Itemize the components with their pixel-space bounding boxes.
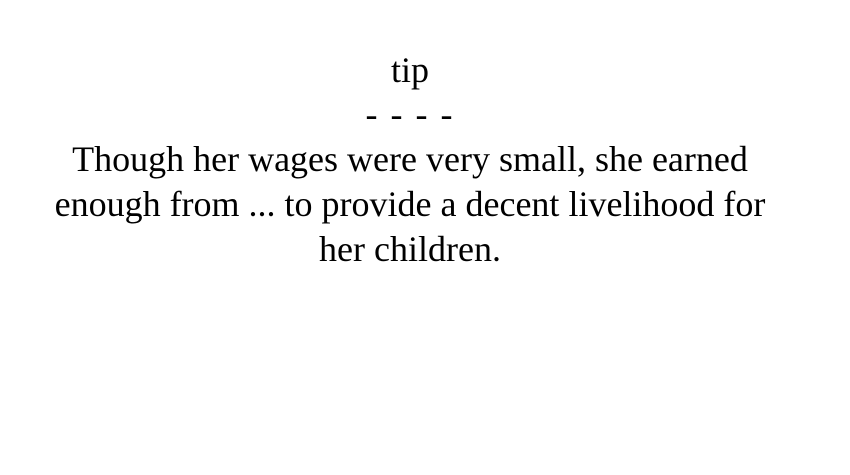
example-sentence: Though her wages were very small, she earned enough from ... to provide a decent livelihood for her children.: [54, 139, 766, 269]
vocabulary-word: tip: [390, 50, 429, 90]
divider-line: - - - -: [365, 94, 455, 134]
